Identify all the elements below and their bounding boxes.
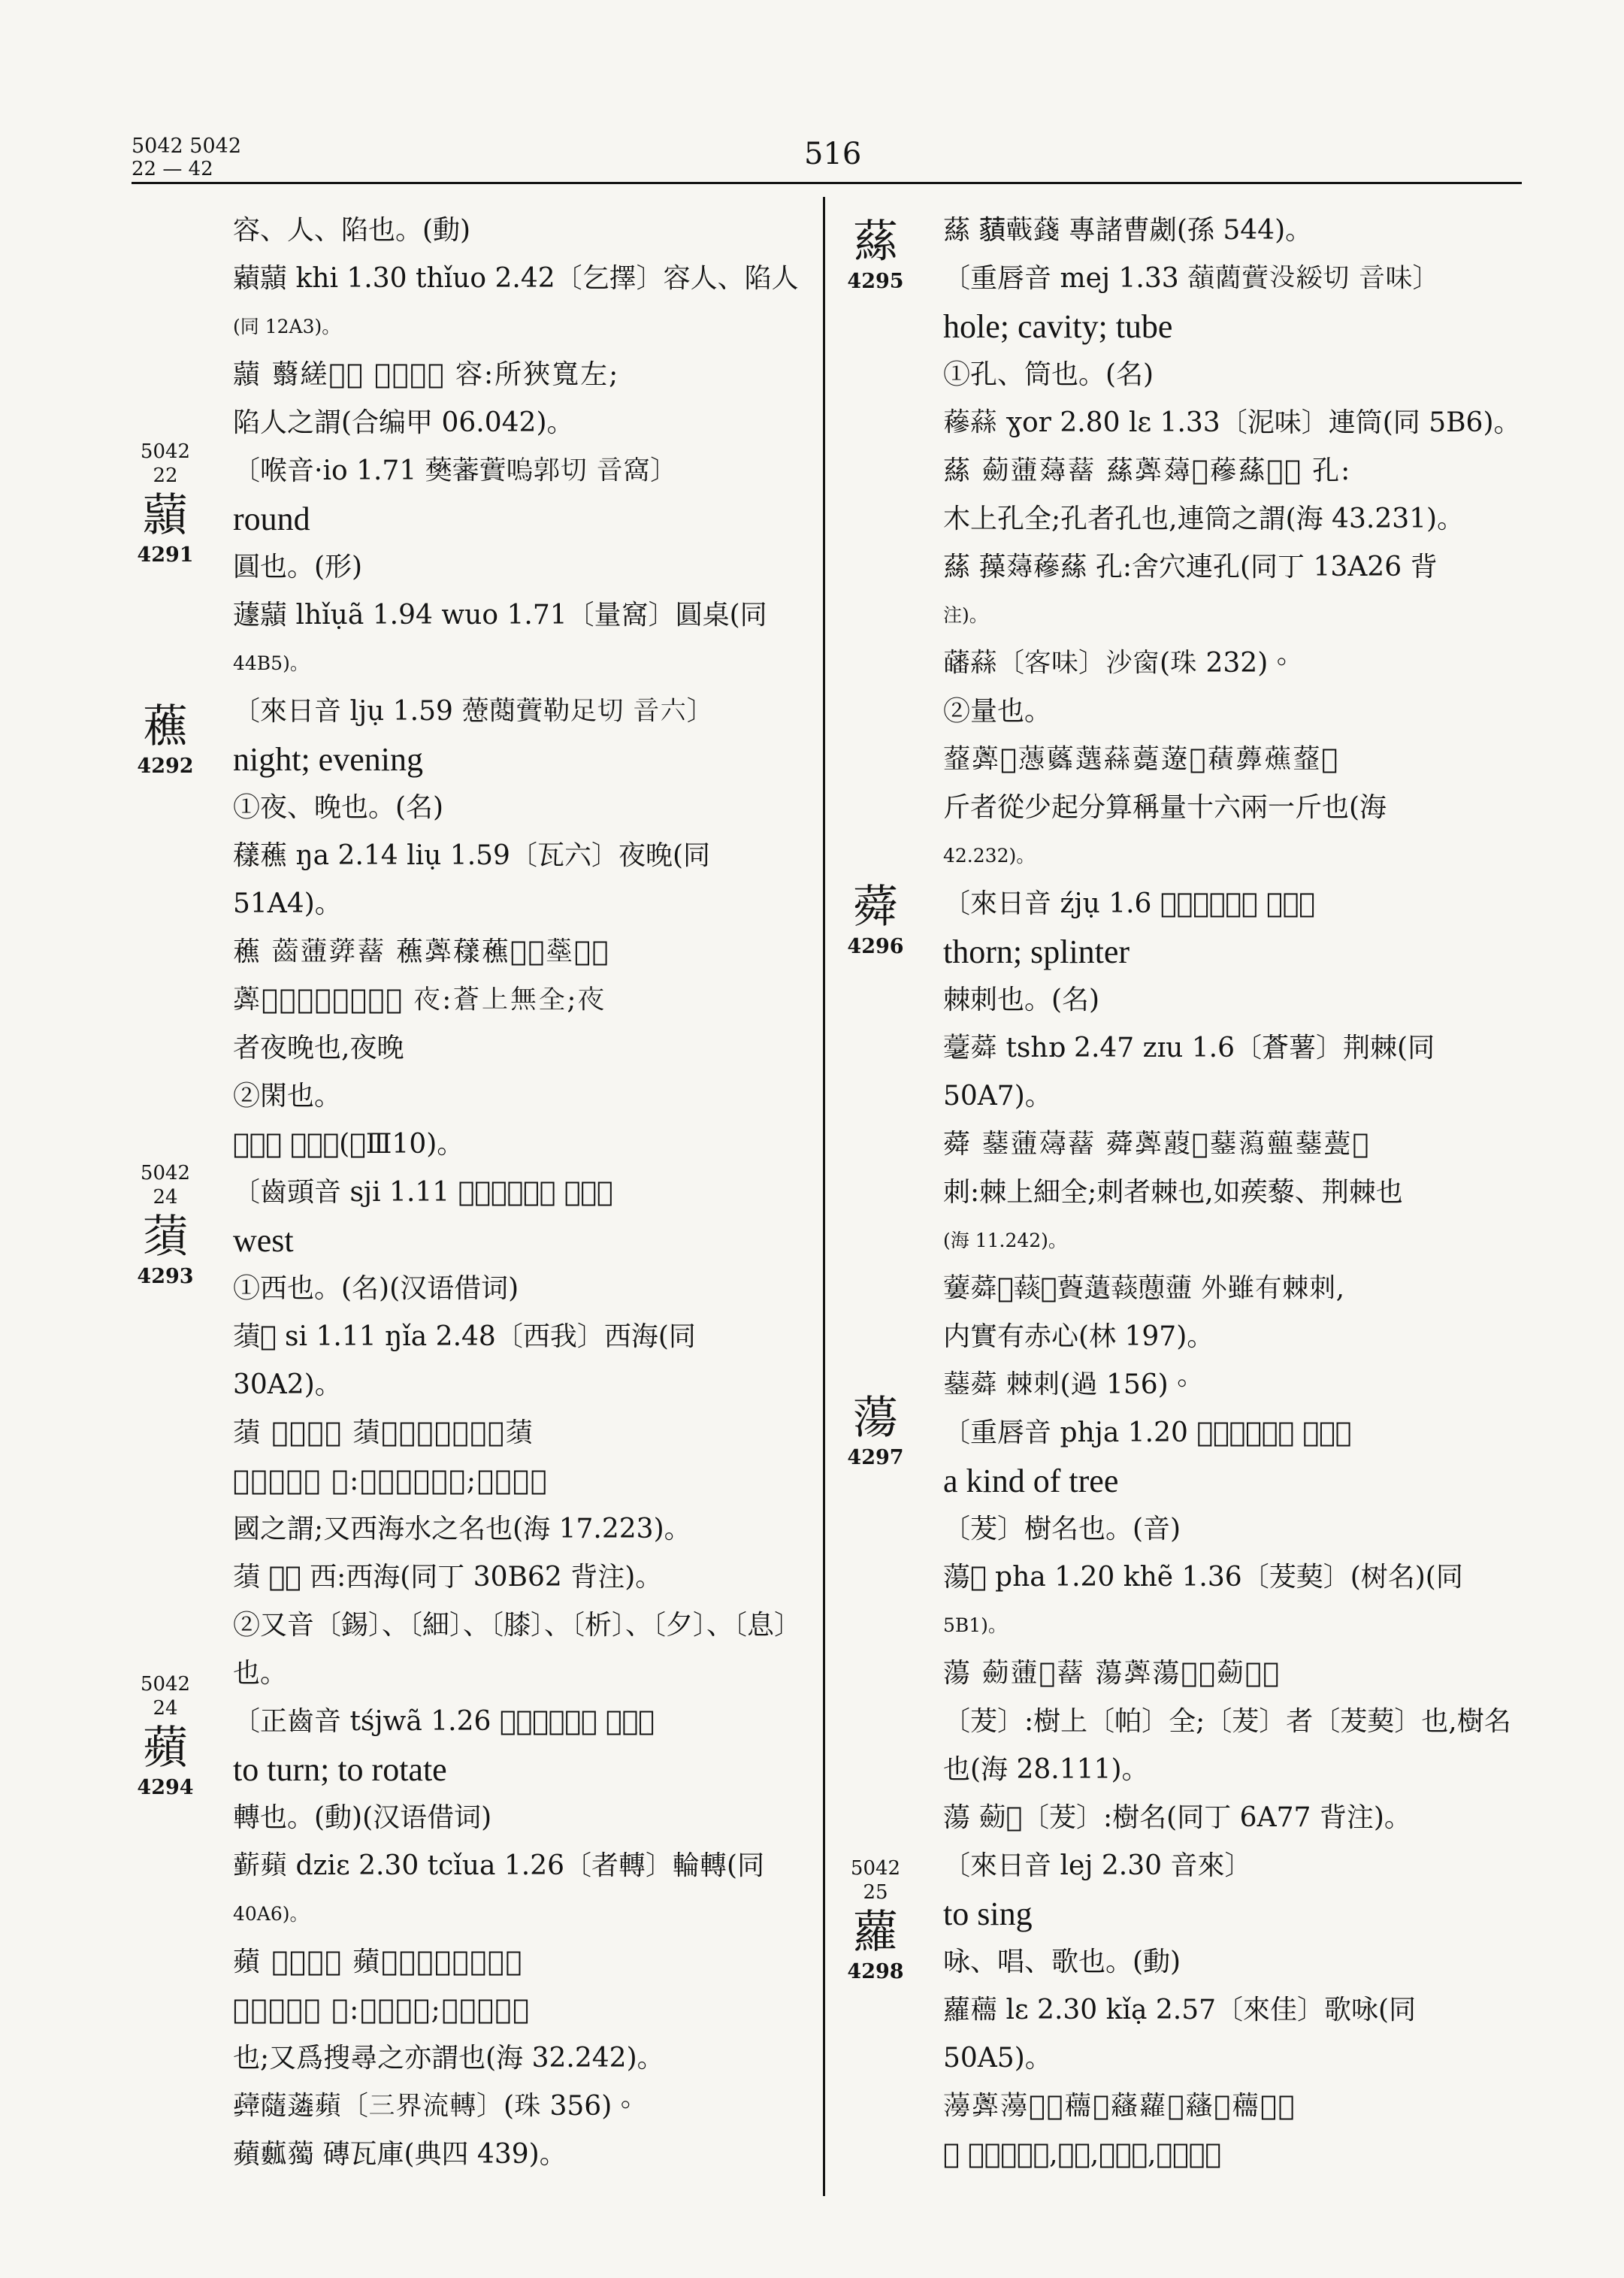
page-header	[132, 135, 1522, 188]
text-line: 容、人、陷也。(動)	[233, 215, 471, 246]
text-line: ①西也。(名)(汉语借词)	[233, 1273, 519, 1304]
headword-glyph: 蘿	[853, 1906, 898, 1959]
text-line: 〔來日音 lej 2.30 音來〕	[943, 1850, 1252, 1881]
entry-marker	[842, 879, 909, 959]
text-line: 蕬 𧂈𧂇𧂅蕬 孔:舍穴連孔(同丁 13A26 背	[943, 552, 1438, 582]
text-line: 也;又爲搜尋之亦謂也(海 32.242)。	[233, 2043, 664, 2074]
header-codes-bottom: 22 — 42	[132, 158, 213, 180]
text-line: 𧁥𧁭𧁫𧁮𧁯 西:〔西〕上嘴全;西者西天	[233, 1466, 549, 1496]
english-gloss: thorn; splinter	[943, 933, 1130, 970]
text-line: 斤者從少起分算稱量十六兩一斤也(海	[943, 792, 1387, 823]
text-line: 蘏 蘙縒𧁤𧁦 𧀿𧁃𧀻𧁏 容:所狹寬左;	[233, 359, 620, 390]
text-line: 蘔蘏 khi 1.30 thǐuo 2.42〔乞擇〕容人、陷人	[233, 263, 799, 294]
english-gloss: to turn; to rotate	[233, 1751, 447, 1788]
text-line: 國之謂;又西海水之名也(海 17.223)。	[233, 1514, 691, 1544]
text-line: 𧁻𧁼𧁽蘋〔三界流轉〕(珠 356)。	[233, 2091, 640, 2122]
header-codes-top: 5042 5042	[132, 135, 242, 158]
text-line: 5B1)。	[943, 1614, 1007, 1636]
entry-marker: 5042 22 蘏 4291	[132, 440, 199, 567]
entry-number: 4293	[137, 1265, 194, 1288]
english-gloss: west	[233, 1222, 294, 1259]
entry-marker	[842, 1390, 909, 1470]
entry-number: 4294	[137, 1776, 194, 1799]
header-codes	[132, 135, 241, 180]
text-line: 𧂅蕬 ɣor 2.80 lɛ 1.33〔泥味〕連筒(同 5B6)。	[943, 407, 1521, 438]
headword-glyph: 蕬	[853, 216, 898, 268]
english-gloss: a kind of tree	[943, 1463, 1119, 1499]
headword-glyph: 蕣	[853, 881, 898, 933]
entry-marker: 5042 24 蘋 4294	[132, 1672, 199, 1800]
text-line: 𧂊𧁗𧁘𧂋𧂌𧂍蕬𧂎𧂏𧁙𧂐𧂑𧂒𧂊𧁘	[943, 744, 1339, 775]
text-line: 〔來日音 ljụ 1.59 𧀱𧀲𧁐勒足切 音六〕	[233, 696, 714, 727]
right-column	[943, 207, 1526, 2179]
column-divider	[823, 197, 825, 2196]
text-line: 〔來日音 źjụ 1.6 𧂓𧂔𧁐寺巨切 音薯〕	[943, 888, 1315, 919]
text-line: 木上孔全;孔者孔也,連筒之謂(海 43.231)。	[943, 504, 1465, 534]
text-line: 者夜晚也,夜晚	[233, 1033, 404, 1063]
headword-glyph: 蕦	[143, 1211, 188, 1263]
text-line: 42.232)。	[943, 845, 1036, 867]
text-line: ①夜、晚也。(名)	[233, 792, 444, 823]
text-line: ②又音〔錫〕、〔細〕、〔膝〕、〔析〕、〔夕〕、〔息〕	[233, 1610, 802, 1641]
text-line: 𧂜蕣𧂝𧂞𧁺𧂟𧂠𧂞𧂡𧁔 外雖有棘刺,	[943, 1273, 1345, 1304]
text-line: 蕬 𧂀𧂁𧂂 專諸曹劌(孫 544)。	[943, 215, 1313, 246]
text-line: 𧂕蕣 tshɒ 2.47 zɪu 1.6〔蒼薯〕荆棘(同 50A7)。	[943, 1033, 1435, 1112]
text-line: ②量也。	[943, 696, 1052, 727]
text-line: 蘧蘏 lhǐụã 1.94 wuo 1.71〔量窩〕圓桌(同	[233, 600, 767, 631]
text-line: 注)。	[943, 604, 988, 626]
header-rule	[132, 182, 1522, 184]
text-line: 蕦𧁥 si 1.11 ŋǐa 2.48〔西我〕西海(同 30A2)。	[233, 1321, 696, 1400]
headword-glyph: 蕩	[853, 1392, 898, 1445]
text-line: 〔茇〕樹名也。(音)	[943, 1514, 1181, 1544]
text-line: 𧁡藮𧁢 空閑處(蓮Ⅲ10)。	[233, 1129, 464, 1160]
entry-marker: 5042 24 蕦 4293	[132, 1161, 199, 1289]
text-line: 44B5)。	[233, 652, 309, 674]
text-line: 刺:棘上細全;刺者棘也,如蒺藜、荆棘也	[943, 1177, 1403, 1208]
english-gloss: hole; cavity; tube	[943, 308, 1173, 345]
text-line: 𧁬 歌者歌唱也,唱也,唱歌也,作曲練歌	[943, 2139, 1221, 2170]
text-line: 40A6)。	[233, 1903, 309, 1925]
text-line: 〔重唇音 phja 1.20 𧂢𧂣𧁐皮撈切 音帕〕	[943, 1417, 1352, 1448]
text-line: 蕣 𧂖𧁔𧂗𧁖 蕣𧁗𧂘𧁘𧂖𧂙𧂚𧂖𧂛𧁘	[943, 1129, 1371, 1160]
entry-number: 4292	[137, 755, 194, 778]
text-line: 𧁲蘋 dziɛ 2.30 tcǐua 1.26〔者轉〕輪轉(同	[233, 1850, 765, 1881]
english-gloss: round	[233, 501, 310, 537]
text-line: 蘋𧁾𧁿 磚瓦庫(典四 439)。	[233, 2139, 567, 2170]
text-line: 〔正齒音 tśjwã 1.26 𧁰𧁱𧁐朱原切 音轉〕	[233, 1706, 655, 1737]
text-line: 蕩𧂤 pha 1.20 khẽ 1.36〔茇葜〕(树名)(同	[943, 1562, 1463, 1593]
text-line: 蕩 𧂆𧁮〔茇〕:樹名(同丁 6A77 背注)。	[943, 1802, 1411, 1833]
text-line: 棘刺也。(名)	[943, 985, 1100, 1015]
entry-number: 4291	[137, 543, 194, 567]
text-line: 蕦 𧁦𧁔𧁧𧁖 蕦𧁗𧁨𧁩𧁪𧁫𧁬𧁠蕦	[233, 1417, 534, 1448]
text-line: 𧁒藮 ŋa 2.14 liụ 1.59〔瓦六〕夜晚(同 51A4)。	[233, 840, 710, 919]
text-line: 也。	[233, 1658, 288, 1689]
text-line: 蕦 𧁨𧁥 西:西海(同丁 30B62 背注)。	[233, 1562, 663, 1593]
text-line: 𧂖蕣 棘刺(過 156)。	[943, 1369, 1196, 1400]
text-line: 蘿𧂦 lɛ 2.30 kǐạ 2.57〔來佳〕歌咏(同 50A5)。	[943, 1995, 1417, 2074]
text-line: 𧁹𧁫𧁺𧁬𧁘 轉:進上轉全;轉者令輪轉	[233, 1995, 531, 2025]
entry-number: 4298	[847, 1960, 904, 1983]
text-line: 蕬 𧂆𧁔𧂇𧁖 蕬𧁗𧂇𧁘𧂅蕬𧁫𧁬 孔:	[943, 455, 1352, 486]
text-line: (海 11.242)。	[943, 1230, 1067, 1251]
text-line: 蕩 𧂆𧁔𧂥𧁖 蕩𧁗蕩𧂤𧁘𧂆𧁮𧁯	[943, 1658, 1281, 1689]
headword-glyph: 藮	[143, 700, 188, 753]
text-line: 陷人之謂(合编甲 06.042)。	[233, 407, 574, 438]
text-line: 圓也。(形)	[233, 552, 363, 582]
headword-glyph: 蘋	[143, 1722, 188, 1774]
english-gloss: to sing	[943, 1895, 1033, 1932]
page-number: 516	[804, 137, 862, 171]
text-line: 𧂧𧁗𧂧𧂨𧁘𧂦𧁘𧂩蘿𧁘𧂩𧁹𧂦𧂪𧁫	[943, 2091, 1296, 2122]
text-line: ②閑也。	[233, 1081, 342, 1112]
text-line: 〔喉音·io 1.71 𧀭𧀯𧁐嗚郭切 音窩〕	[233, 455, 678, 486]
text-line: 𧂉蕬〔客味〕沙窗(珠 232)。	[943, 648, 1296, 679]
headword-glyph: 蘏	[143, 489, 188, 542]
entry-marker	[842, 214, 909, 294]
english-gloss: night; evening	[233, 741, 423, 778]
entry-number: 4295	[847, 270, 904, 293]
text-line: 内實有赤心(林 197)。	[943, 1321, 1214, 1352]
text-line: 蘋 𧁳𧁔𧁴𧁖 蘋𧁗𧁵𧁲𧁶𧁘𧁠𧁷𧁸	[233, 1947, 524, 1977]
text-line: ①孔、筒也。(名)	[943, 359, 1154, 390]
entry-marker: 5042 25 蘿 4298	[842, 1856, 909, 1984]
text-line: (同 12A3)。	[233, 316, 341, 337]
text-line: 𧁗𧁘𧁜𧁝𧁘𧁞𧁟𧁠𧁘 夜:蒼上無全;夜	[233, 985, 606, 1015]
text-line: 〔齒頭音 sji 1.11 𧁣𧁤𧁐西計切 音西〕	[233, 1177, 613, 1208]
left-column	[233, 207, 812, 2179]
text-line: 咏、唱、歌也。(動)	[943, 1947, 1181, 1977]
entry-number: 4297	[847, 1446, 904, 1469]
entry-marker	[132, 699, 199, 779]
entry-number: 4296	[847, 935, 904, 958]
text-line: 也(海 28.111)。	[943, 1754, 1149, 1785]
text-line: 〔重唇音 mej 1.33 𧂃𧂄𧁐没綏切 音味〕	[943, 263, 1440, 294]
text-line: 藮 𧀤𧁔𧁕𧁖 藮𧁗𧁒藮𧁘𧁙𧁚𧁘𧁛	[233, 936, 610, 967]
text-line: 轉也。(動)(汉语借词)	[233, 1802, 492, 1833]
text-line: 〔茇〕:樹上〔帕〕全;〔茇〕者〔茇葜〕也,樹名	[943, 1706, 1511, 1737]
